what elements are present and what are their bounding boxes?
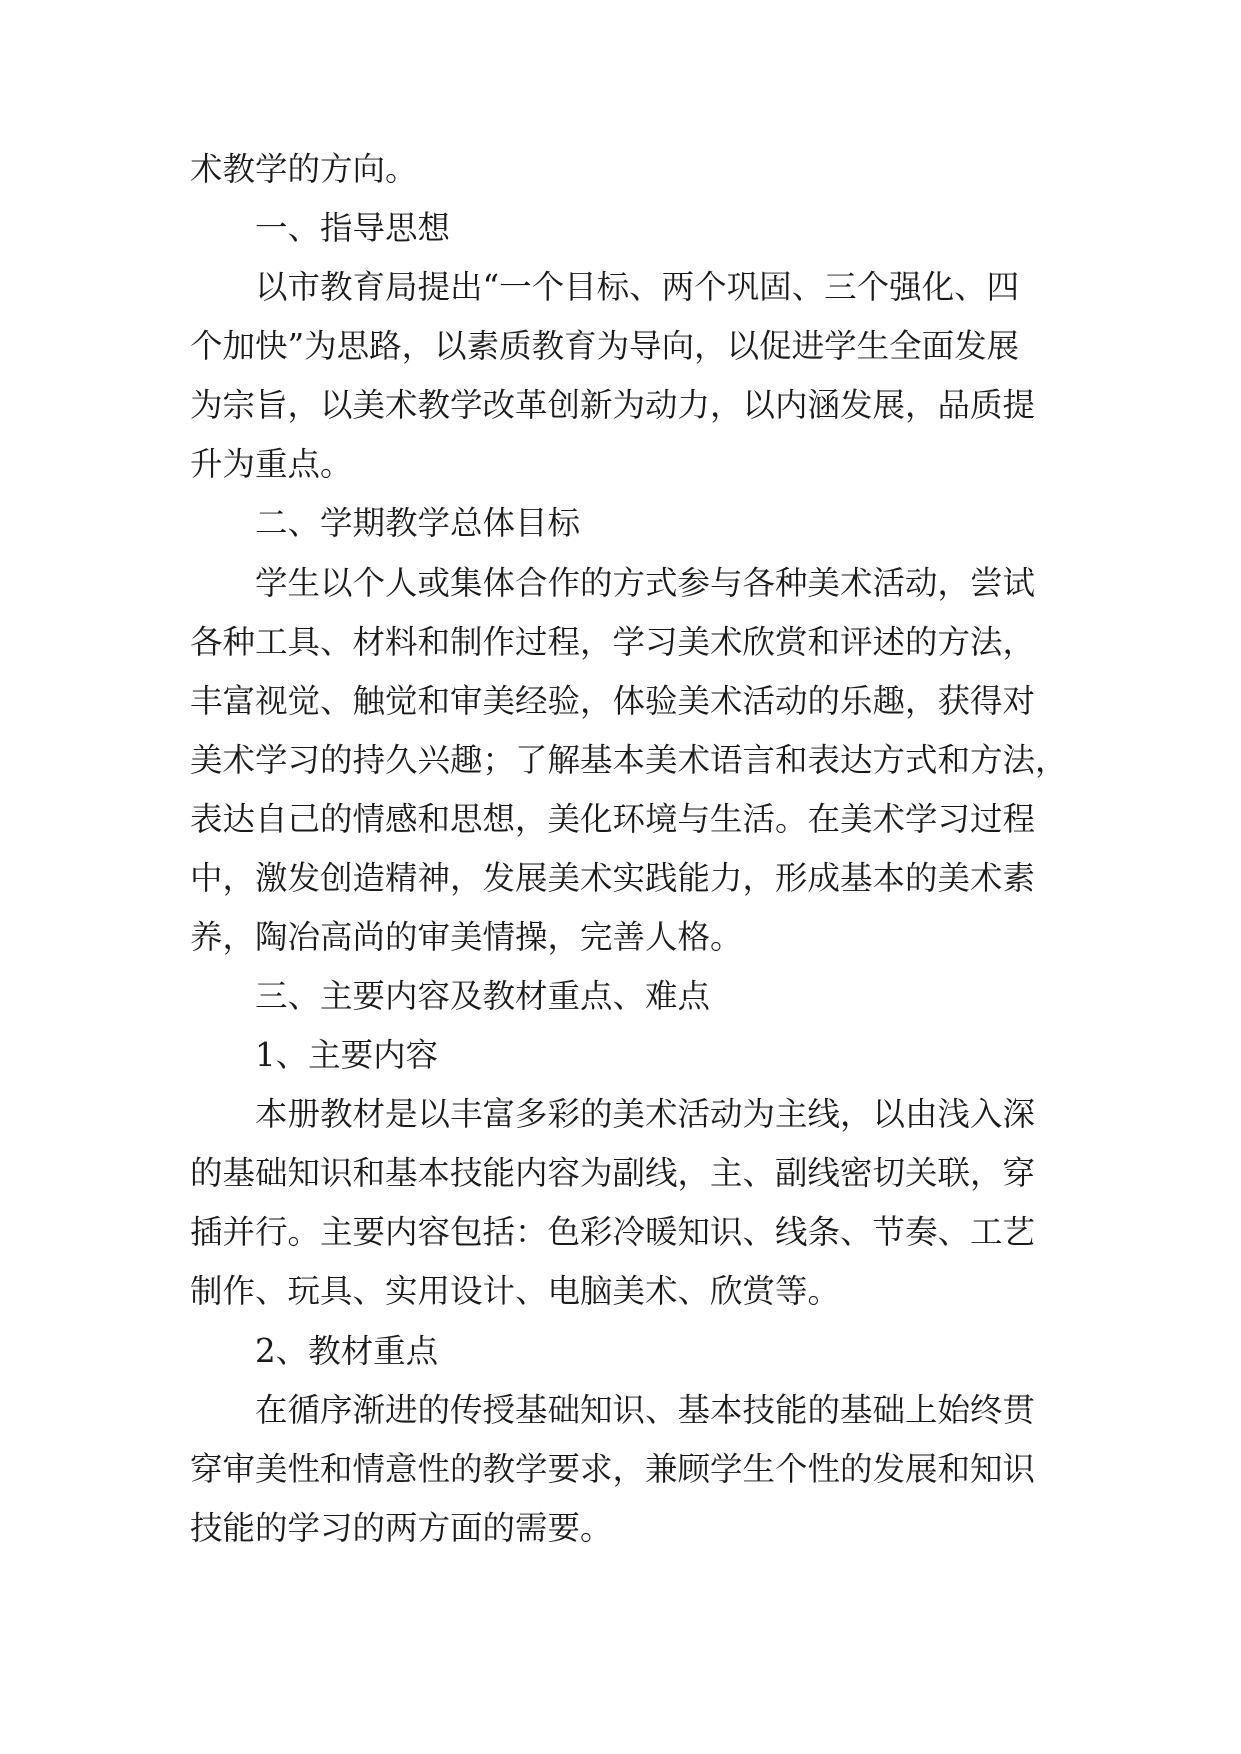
text-line: 中，激发创造精神，发展美术实践能力，形成基本的美术素 xyxy=(190,859,1036,897)
text-line: 术教学的方向。 xyxy=(190,150,418,188)
section-heading: 二、学期教学总体目标 xyxy=(255,504,581,542)
text-line: 本册教材是以丰富多彩的美术活动为主线，以由浅入深 xyxy=(255,1095,1036,1133)
section-heading: 一、指导思想 xyxy=(255,209,451,247)
text-line: 各种工具、材料和制作过程，学习美术欣赏和评述的方法， xyxy=(190,623,1036,661)
text-line: 穿审美性和情意性的教学要求，兼顾学生个性的发展和知识 xyxy=(190,1450,1036,1488)
text-line: 丰富视觉、触觉和审美经验，体验美术活动的乐趣，获得对 xyxy=(190,682,1036,720)
text-line: 表达自己的情感和思想，美化环境与生活。在美术学习过程 xyxy=(190,800,1036,838)
subsection-heading: 1、主要内容 xyxy=(255,1036,439,1074)
text-line: 技能的学习的两方面的需要。 xyxy=(190,1509,613,1547)
text-line: 在循序渐进的传授基础知识、基本技能的基础上始终贯 xyxy=(255,1391,1036,1429)
text-line: 升为重点。 xyxy=(190,445,353,483)
text-line: 制作、玩具、实用设计、电脑美术、欣赏等。 xyxy=(190,1272,841,1310)
text-line: 美术学习的持久兴趣；了解基本美术语言和表达方式和方法， xyxy=(190,741,1068,779)
text-line: 为宗旨，以美术教学改革创新为动力，以内涵发展，品质提 xyxy=(190,386,1036,424)
subsection-heading: 2、教材重点 xyxy=(255,1332,439,1370)
text-line: 个加快”为思路，以素质教育为导向，以促进学生全面发展 xyxy=(190,327,1020,365)
text-line: 学生以个人或集体合作的方式参与各种美术活动，尝试 xyxy=(255,564,1036,602)
text-line: 养，陶冶高尚的审美情操，完善人格。 xyxy=(190,918,743,956)
text-line: 插并行。主要内容包括：色彩冷暖知识、线条、节奏、工艺 xyxy=(190,1213,1036,1251)
text-line: 以市教育局提出“一个目标、两个巩固、三个强化、四 xyxy=(255,268,1020,306)
section-heading: 三、主要内容及教材重点、难点 xyxy=(255,977,711,1015)
text-line: 的基础知识和基本技能内容为副线，主、副线密切关联，穿 xyxy=(190,1154,1036,1192)
